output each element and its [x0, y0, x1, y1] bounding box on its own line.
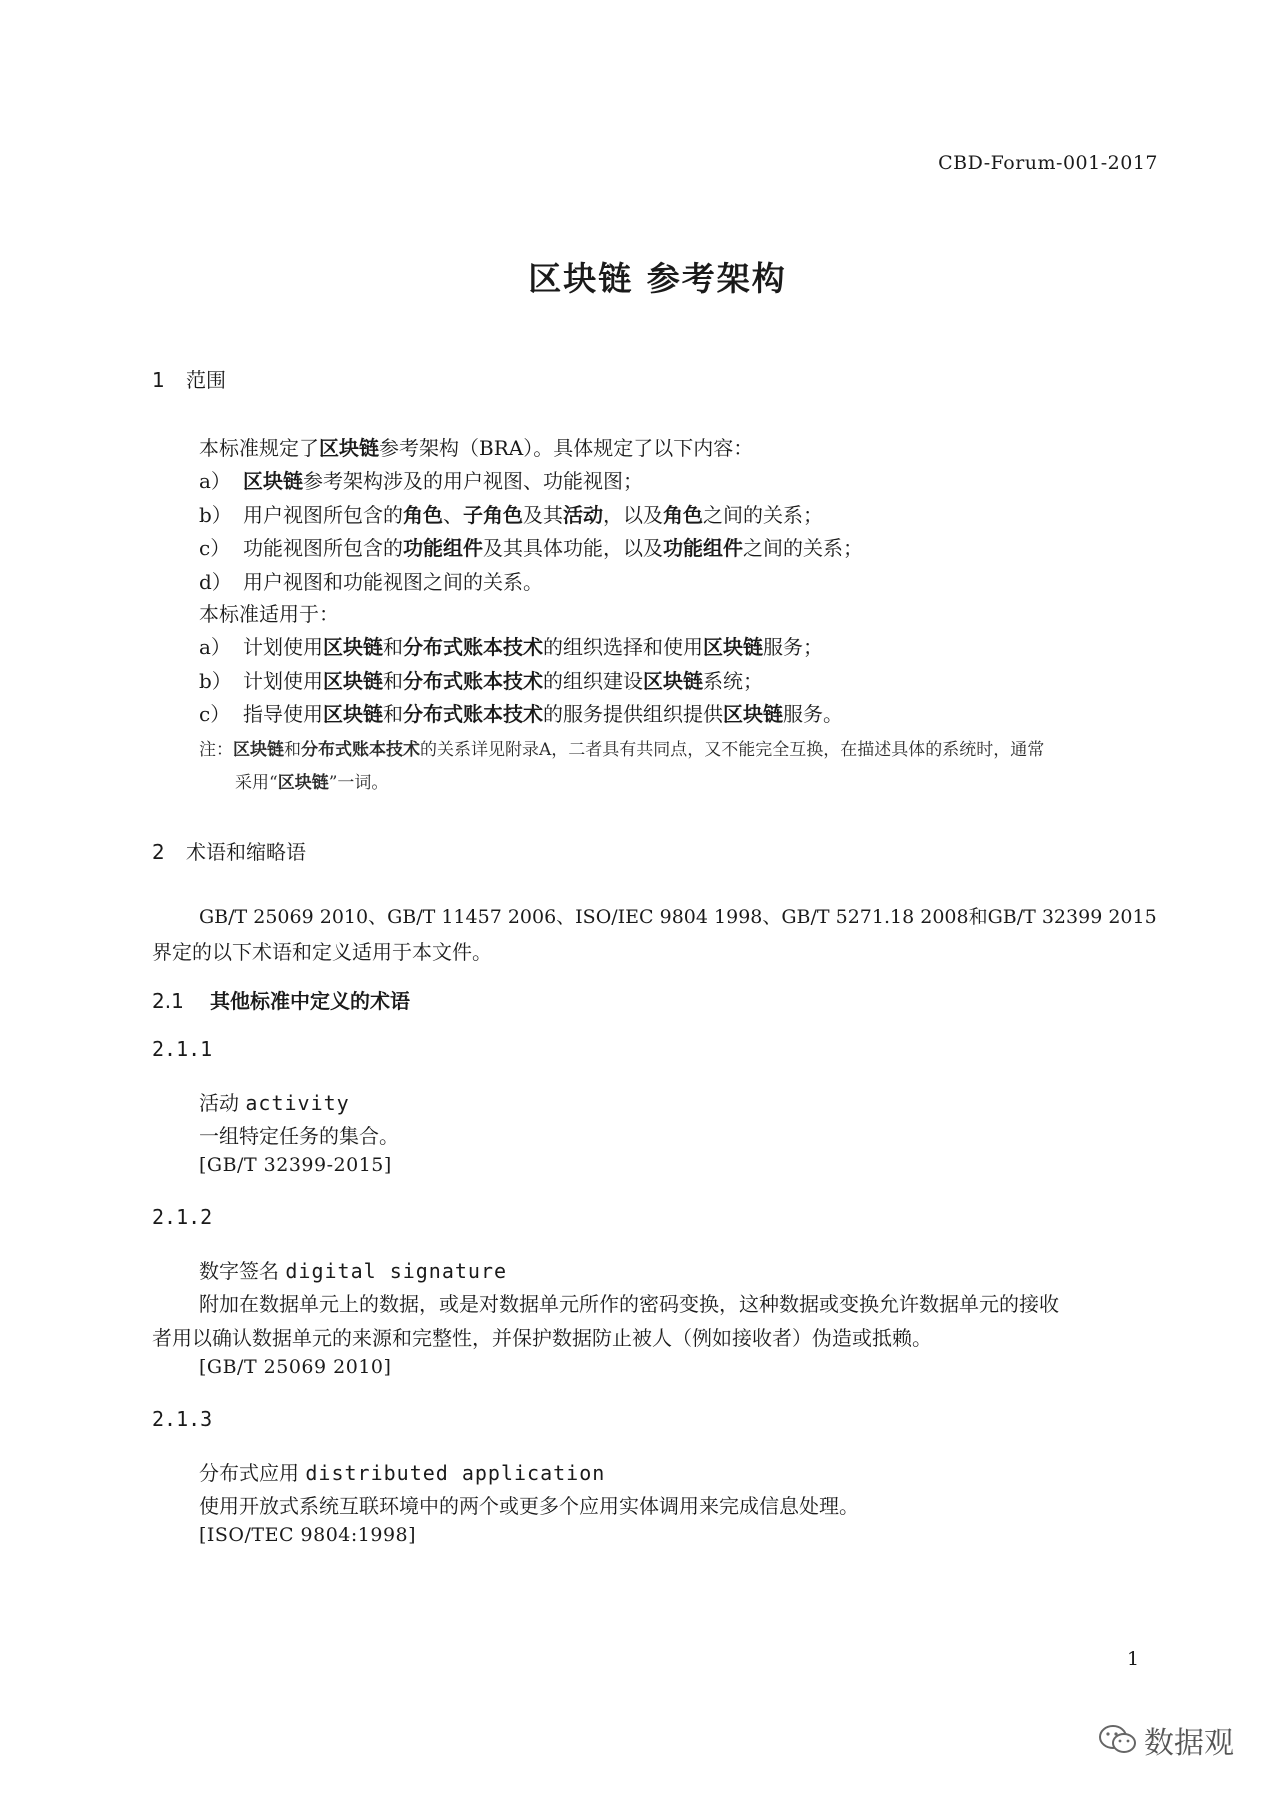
term-heading — [199, 1457, 605, 1486]
text-run-bold: 分布式账本技术 — [403, 668, 543, 693]
text-run-bold: 区块链 — [323, 668, 383, 693]
text-run-bold: 功能组件 — [403, 536, 483, 560]
applies-label: 本标准适用于： — [199, 602, 339, 626]
text-run: 之间的关系； — [703, 502, 823, 527]
text-run: 服务； — [763, 635, 823, 659]
text-run-bold: 区块链 — [643, 668, 703, 693]
text-run: 本标准规定了 — [199, 436, 319, 460]
clause-number: 2.1.1 — [152, 1037, 213, 1061]
text-run: 的组织选择和使用 — [543, 635, 703, 659]
text-run: ，以及 — [603, 502, 663, 527]
term-definition: 使用开放式系统互联环境中的两个或更多个应用实体调用来完成信息处理。 — [199, 1494, 859, 1518]
subsection-number: 2.1 — [152, 989, 184, 1013]
list-item — [199, 465, 643, 494]
subsection-2-1-heading — [152, 985, 410, 1014]
term-source: [ISO/TEC 9804:1998] — [199, 1524, 417, 1546]
text-run: 和 — [284, 740, 301, 760]
text-run: 参考架构（BRA）。具体规定了以下内容： — [379, 436, 754, 460]
term-zh: 数字签名 — [199, 1259, 279, 1283]
text-run: 的组织建设 — [543, 668, 643, 693]
page-number: 1 — [1127, 1648, 1140, 1670]
text-run: 用户视图所包含的 — [243, 502, 403, 527]
list-marker: c） — [199, 702, 231, 726]
watermark-text: 数据观 — [1144, 1726, 1234, 1761]
list-marker: a） — [199, 469, 231, 493]
section-2-heading — [152, 836, 306, 865]
text-run: 及其具体功能，以及 — [483, 536, 663, 560]
text-run-bold: 区块链 — [243, 469, 303, 493]
section-number: 2 — [152, 840, 165, 864]
text-run: 计划使用 — [243, 668, 323, 693]
text-run-bold: 区块链 — [703, 635, 763, 659]
text-run-bold: 区块链 — [323, 702, 383, 726]
term-en: activity — [245, 1091, 350, 1115]
list-marker: d） — [199, 569, 232, 594]
text-run-bold: 分布式账本技术 — [403, 635, 543, 659]
page-title: 区块链 参考架构 — [528, 259, 787, 298]
text-run: 参考架构涉及的用户视图、功能视图； — [303, 469, 643, 493]
term-source: [GB/T 32399-2015] — [199, 1154, 392, 1176]
text-run: 用户视图和功能视图之间的关系。 — [243, 569, 543, 594]
text-run-bold: 活动 — [563, 502, 603, 527]
list-item — [199, 499, 823, 528]
text-run-bold: 区块链 — [323, 635, 383, 659]
term-definition-line-1: 附加在数据单元上的数据，或是对数据单元所作的密码变换，这种数据或变换允许数据单元的接收 — [199, 1292, 1059, 1316]
section-1-heading — [152, 364, 226, 393]
text-run: 和 — [383, 702, 403, 726]
text-run-bold: 区块链 — [319, 436, 379, 460]
section-number: 1 — [152, 368, 165, 392]
text-run: 系统； — [703, 668, 763, 693]
text-run: 注： — [199, 740, 233, 760]
note-line-2 — [235, 768, 388, 793]
text-run: 之间的关系； — [743, 536, 863, 560]
term-source: [GB/T 25069 2010] — [199, 1356, 392, 1378]
terms-intro-line-1: GB/T 25069 2010、GB/T 11457 2006、ISO/IEC 9804 1998、GB/T 5271.18 2008和GB/T 32399 2015 — [199, 906, 1157, 928]
text-run: 及其 — [523, 502, 563, 527]
scope-intro — [199, 432, 753, 461]
text-run: 的服务提供组织提供 — [543, 702, 723, 726]
text-run: 、 — [443, 502, 463, 527]
text-run: 和 — [383, 668, 403, 693]
text-run: 和 — [383, 635, 403, 659]
text-run-bold: 功能组件 — [663, 536, 743, 560]
text-run-bold: 区块链 — [233, 740, 284, 760]
list-marker: b） — [199, 502, 232, 527]
list-marker: b） — [199, 668, 232, 693]
term-en: digital signature — [285, 1259, 508, 1283]
text-run: 指导使用 — [243, 702, 323, 726]
term-heading — [199, 1255, 507, 1284]
list-item — [199, 566, 543, 595]
text-run: 采用“ — [235, 773, 278, 793]
section-title: 术语和缩略语 — [186, 840, 306, 864]
list-item — [199, 665, 763, 694]
term-definition: 一组特定任务的集合。 — [199, 1124, 399, 1148]
text-run: 计划使用 — [243, 635, 323, 659]
list-item — [199, 698, 843, 727]
list-marker: c） — [199, 536, 231, 560]
list-marker: a） — [199, 635, 231, 659]
section-title: 范围 — [186, 368, 226, 392]
text-run-bold: 子角色 — [463, 502, 523, 527]
term-zh: 活动 — [199, 1091, 239, 1115]
wechat-icon — [1098, 1723, 1138, 1757]
text-run-bold: 分布式账本技术 — [301, 740, 420, 760]
text-run-bold: 区块链 — [277, 773, 329, 793]
terms-intro-line-2: 界定的以下术语和定义适用于本文件。 — [152, 940, 492, 964]
text-run: 服务。 — [783, 702, 843, 726]
text-run-bold: 角色 — [403, 502, 443, 527]
text-run: 功能视图所包含的 — [243, 536, 403, 560]
list-item — [199, 631, 823, 660]
clause-number: 2.1.2 — [152, 1205, 213, 1229]
text-run-bold: 角色 — [663, 502, 703, 527]
text-run: 的关系详见附录A，二者具有共同点，又不能完全互换，在描述具体的系统时，通常 — [420, 740, 1045, 760]
clause-number: 2.1.3 — [152, 1407, 213, 1431]
document-id: CBD-Forum-001-2017 — [938, 152, 1158, 174]
text-run: ”一词。 — [328, 773, 389, 793]
term-zh: 分布式应用 — [199, 1461, 299, 1485]
subsection-title: 其他标准中定义的术语 — [210, 989, 410, 1013]
term-en: distributed application — [305, 1461, 606, 1485]
note-line-1 — [199, 735, 1044, 760]
term-heading — [199, 1087, 350, 1116]
watermark — [1098, 1718, 1234, 1762]
list-item — [199, 532, 863, 561]
text-run-bold: 分布式账本技术 — [403, 702, 543, 726]
term-definition-line-2: 者用以确认数据单元的来源和完整性，并保护数据防止被人（例如接收者）伪造或抵赖。 — [152, 1326, 932, 1350]
text-run-bold: 区块链 — [723, 702, 783, 726]
